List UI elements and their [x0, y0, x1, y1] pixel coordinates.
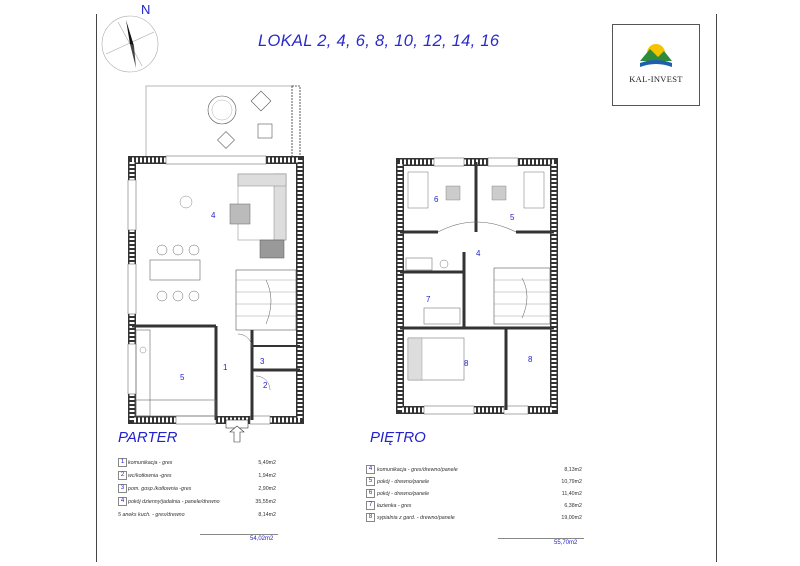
logo-text: KAL-INVEST [629, 74, 683, 84]
upper-room-label: 5 [510, 213, 515, 222]
room-area: 11,40m2 [561, 491, 582, 497]
room-number: 2 [118, 471, 127, 480]
room-name: aneks kuch. - gres/drewno [122, 512, 185, 518]
page-title: LOKAL 2, 4, 6, 8, 10, 12, 14, 16 [258, 32, 500, 50]
room-name: pokój dzienny/jadalnia - panele/drewno [128, 499, 220, 505]
room-number: 5 [366, 477, 375, 486]
room-number: 3 [118, 484, 127, 493]
room-number: 4 [118, 497, 127, 506]
room-number: 4 [366, 465, 375, 474]
room-area: 5,49m2 [258, 460, 276, 466]
room-area: 8,14m2 [258, 512, 276, 518]
total-line [200, 534, 278, 535]
room-name: łazienka - gres [377, 503, 412, 509]
room-area: 2,90m2 [258, 486, 276, 492]
upper-room-label: 7 [426, 295, 431, 304]
room-area: 19,00m2 [561, 515, 582, 521]
total-line [498, 538, 584, 539]
room-name: pokój - drewno/panele [377, 491, 430, 497]
upper-room-label: 6 [434, 195, 439, 204]
ground-room-label: 4 [211, 211, 216, 220]
room-area: 1,94m2 [258, 473, 276, 479]
room-name: pokój - drewno/panele [377, 479, 430, 485]
room-name: komunikacja - gres/drewno/panele [377, 467, 458, 473]
ground-floor-plan [126, 80, 316, 445]
room-number: 1 [118, 458, 127, 467]
upper-room-label: 8 [528, 355, 533, 364]
room-name: sypialnia z gard. - drewno/panele [377, 515, 455, 521]
north-label: N [141, 2, 151, 17]
upper-floor-plan [394, 152, 564, 420]
room-area: 8,13m2 [564, 467, 582, 473]
ground-floor-heading: PARTER [118, 429, 178, 446]
company-logo [612, 24, 700, 106]
upper-floor-heading: PIĘTRO [370, 429, 426, 446]
upper-room-label: 8 [464, 359, 469, 368]
ground-total-area: 54,02m2 [250, 536, 274, 542]
room-number: 6 [366, 489, 375, 498]
logo-emblem-icon [638, 39, 674, 71]
room-name: pom. gosp./kotłownia -gres [128, 486, 192, 492]
room-name: wc/kotłownia -gres [128, 473, 172, 479]
upper-room-label: 4 [476, 249, 481, 258]
room-number: 7 [366, 501, 375, 510]
ground-room-label: 1 [223, 363, 228, 372]
room-number: 8 [366, 513, 375, 522]
room-name: komunikacja - gres [128, 460, 173, 466]
room-area: 10,79m2 [561, 479, 582, 485]
north-arrow-icon [96, 2, 166, 82]
ground-room-label: 2 [263, 381, 268, 390]
ground-room-label: 5 [180, 373, 185, 382]
room-number: 5 [118, 512, 121, 518]
upper-total-area: 55,70m2 [554, 540, 578, 546]
room-area: 35,55m2 [255, 499, 276, 505]
room-area: 6,38m2 [564, 503, 582, 509]
room-row-5 [118, 512, 185, 518]
ground-room-label: 3 [260, 357, 265, 366]
